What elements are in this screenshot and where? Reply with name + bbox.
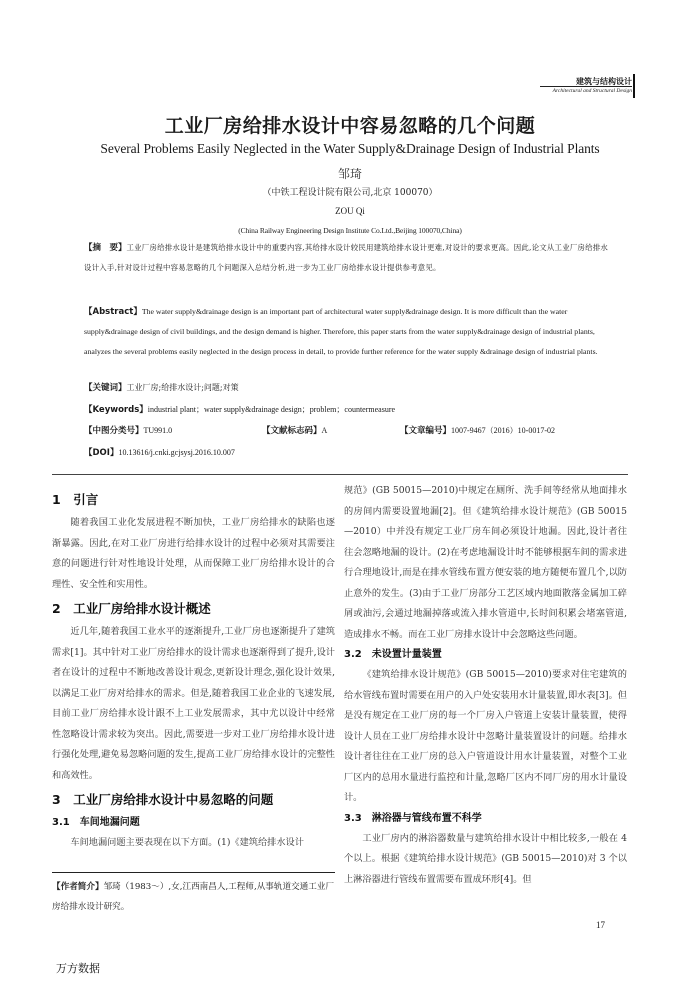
clc-number <box>84 421 172 441</box>
paper-title-en: Several Problems Easily Neglected in the Water Supply&Drainage Design of Industrial Plants <box>100 141 600 156</box>
header-bar <box>633 74 635 98</box>
document-code-value: A <box>321 426 328 435</box>
section-heading-overview: 2 工业厂房给排水设计概述 <box>52 601 211 616</box>
keywords-cn-text: 工业厂房;给排水设计;问题;对策 <box>126 383 239 392</box>
doi-value: 10.13616/j.cnki.gcjsysj.2016.10.007 <box>118 448 235 457</box>
section-heading-problems: 3 工业厂房给排水设计中易忽略的问题 <box>52 792 274 807</box>
article-number-label: 【文章编号】 <box>400 426 452 436</box>
abstract-en-label: 【Abstract】 <box>84 307 142 317</box>
document-code-label: 【文献标志码】 <box>262 426 322 436</box>
abstract-cn <box>84 238 614 278</box>
keywords-cn-label: 【关键词】 <box>84 383 127 393</box>
clc-value: TU991.0 <box>143 426 173 435</box>
footnote-rule <box>52 872 335 873</box>
keywords-cn <box>84 378 239 398</box>
footnote-label: 【作者简介】 <box>52 882 104 892</box>
paragraph-intro: 随着我国工业化发展进程不断加快，工业厂房给排水的缺陷也逐渐暴露。因此,在对工业厂房进行给排水设计的过程中必须对其需要注意的问题进行针对性地设计处理，从而保障工业厂房给排水设计的合理性、安全性和实用性。 <box>52 517 335 590</box>
keywords-en <box>84 400 395 420</box>
article-number-value: 1007-9467（2016）10-0017-02 <box>451 426 556 435</box>
watermark: 万方数据 <box>56 962 100 975</box>
abstract-cn-label: 【摘 要】 <box>84 243 127 253</box>
section-heading-intro: 1 引言 <box>52 492 99 507</box>
header-rule <box>540 86 632 87</box>
subsection-heading-meter: 3.2 未设置计量装置 <box>344 649 442 660</box>
doi-label: 【DOI】 <box>84 448 119 458</box>
author-name-en: ZOU Qi <box>335 206 365 216</box>
subsection-heading-shower: 3.3 淋浴器与管线布置不科学 <box>344 812 482 824</box>
body-left-column <box>52 486 335 854</box>
author-name: 邹琦 <box>337 167 362 181</box>
article-number <box>400 421 555 441</box>
paragraph-floor-drain-cont: 规范》(GB 50015—2010)中规定在厕所、洗手间等经常从地面排水的房间内需要设置地漏[2]。但《建筑给排水设计规范》(GB 50015—2010）中并没有规定工业厂房车间必须设计地漏。因此,设计者往往会忽略地漏的设计。(2)在考虑地漏设计时不能够根据车间的需求进行合理地设计,而是在排水管线布置方便安装的地方随便布置几个,以防止意外的发生。(3)由于工业厂房部分工艺区域内地面散落金属加工碎屑或油污,会通过地漏掉落或流入排水管道中,长时间积累会堵塞管道,造成排水不畅。而在工业厂房排水设计中会忽略这些问题。 <box>344 485 627 640</box>
subsection-heading-floor-drain: 3.1 车间地漏问题 <box>52 817 140 828</box>
page-number: 17 <box>596 920 605 930</box>
journal-section-name: 建筑与结构设计 <box>576 77 632 86</box>
journal-section-name-en: Architectural and Structural Design <box>552 88 632 94</box>
keywords-en-label: 【Keywords】 <box>84 405 148 415</box>
clc-label: 【中图分类号】 <box>84 426 144 436</box>
affiliation-en: (China Railway Engineering Design Institute Co.Ltd.,Beijing 100070,China) <box>238 226 462 235</box>
paper-title: 工业厂房给排水设计中容易忽略的几个问题 <box>164 115 536 137</box>
paragraph-shower: 工业厂房内的淋浴器数量与建筑给排水设计中相比较多,一般在 4 个以上。根据《建筑给排水设计规范》(GB 50015—2010)对 3 个以上淋浴器进行管线布置需要布置成环形[4]。但 <box>344 832 627 885</box>
keywords-en-text: industrial plant；water supply&drainage design；problem；countermeasure <box>147 405 396 414</box>
abstract-en-text: The water supply&drainage design is an important part of architectural water supply&drainage design. It is more difficult than the water supply&drainage design of civil buildings, and the design demand is higher. Therefore, this paper starts from the water supply&drainage design of industrial plants, analyzes the several problems easily neglected in the design process in detail, to provide further reference for the water supply &drainage design of industrial plants. <box>84 307 598 356</box>
body-right-column <box>344 481 627 890</box>
affiliation: （中铁工程设计院有限公司,北京 100070） <box>262 188 438 198</box>
doi <box>84 443 235 463</box>
paragraph-meter: 《建筑给排水设计规范》(GB 50015—2010)要求对住宅建筑的给水管线布置时需要在用户的入户处安装用水计量装置,即水表[3]。但是没有规定在工业厂房的每一个厂房入户管道上安装计量装置，使得设计人员在工业厂房给排水设计中忽略计量装置设计的问题。给排水设计者往往在工业厂房的总入户管道设计用水计量装置，对整个工业厂区内的总用水量进行监控和计量,忽略厂区内不同厂房的用水计量设计。 <box>344 669 627 803</box>
abstract-divider <box>52 474 628 475</box>
footnote-text: 邹琦（1983～）,女,江西南昌人,工程师,从事轨道交通工业厂房给排水设计研究。 <box>52 882 335 912</box>
paragraph-overview: 近几年,随着我国工业水平的逐渐提升,工业厂房也逐渐提升了建筑需求[1]。其中针对工业厂房给排水的设计需求也逐渐得到了提升,设计者在设计的过程中不断地改善设计观念,更新设计理念,强化设计效果,以满足工业厂房对给排水的需求。但是,随着我国工业企业的飞速发展,目前工业厂房给排水设计跟不上工业发展需求，其中尤以设计中经常性忽略设计需求较为突出。因此,需要进一步对工业厂房给排水设计进行强化处理,避免易忽略问题的发生,提高工业厂房给排水设计的完整性和高效性。 <box>52 626 335 781</box>
author-footnote <box>52 877 335 917</box>
abstract-en <box>84 302 614 362</box>
paragraph-floor-drain: 车间地漏问题主要表现在以下方面。(1)《建筑给排水设计 <box>70 837 304 848</box>
abstract-cn-text: 工业厂房给排水设计是建筑给排水设计中的重要内容,其给排水设计较民用建筑给排水设计更难,对设计的要求更高。因此,论文从工业厂房给排水设计入手,针对设计过程中容易忽略的几个问题深入总结分析,进一步为工业厂房给排水设计提供参考意见。 <box>84 243 609 272</box>
document-code <box>262 421 327 441</box>
